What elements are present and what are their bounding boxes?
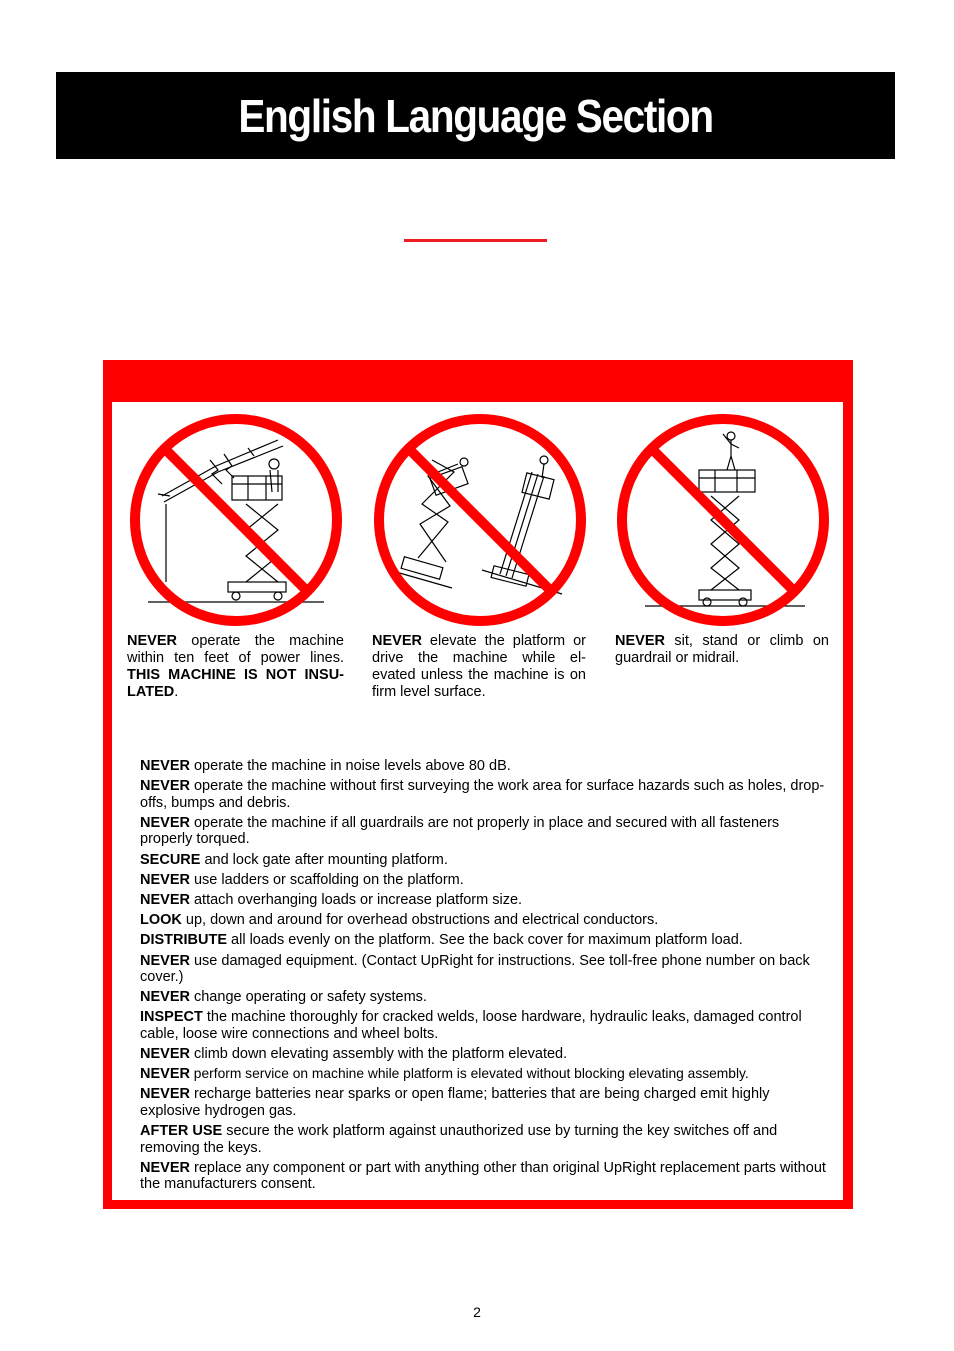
no-power-lines-sign-icon <box>128 412 344 628</box>
section-banner <box>56 72 895 159</box>
red-divider <box>404 239 547 242</box>
warning-panel <box>103 360 853 1209</box>
page-number: 2 <box>473 1304 481 1320</box>
list-item: NEVER climb down elevating assembly with the platform elevated. <box>140 1046 568 1063</box>
list-item: SECURE and lock gate after mounting platform. <box>140 851 448 868</box>
list-item: NEVER perform service on machine while platform is elevated without blocking elevating assembly. <box>140 1066 749 1083</box>
list-item: NEVER operate the machine if all guardrails are not properly in place and secured with all fasteners properly torqued. <box>140 814 780 848</box>
list-item: NEVER change operating or safety systems. <box>140 989 427 1006</box>
list-item: NEVER use ladders or scaffolding on the platform. <box>140 871 464 888</box>
page-title: English Language Section <box>238 89 713 142</box>
list-item: NEVER use damaged equipment. (Contact UpRight for instructions. See toll-free phone number on back cover.) <box>140 952 810 985</box>
warning-panel-body <box>112 402 843 1200</box>
list-item: NEVER operate the machine without first surveying the work area for surface hazards such as holes, drop-offs, bumps and debris. <box>140 778 825 811</box>
list-item: AFTER USE secure the work platform against unauthorized use by turning the key switches off and removing the keys. <box>140 1123 778 1156</box>
list-item: NEVER replace any component or part with anything other than original UpRight replacement parts without the manufacturers consent. <box>140 1159 826 1193</box>
list-item: NEVER operate the machine in noise levels above 80 dB. <box>140 758 511 774</box>
sign-caption-power-lines: NEVER operate the machine within ten feet of power lines. THIS MACHINE IS NOT INSU-LATED. <box>127 633 344 700</box>
list-item: DISTRIBUTE all loads evenly on the platform. See the back cover for maximum platform load. <box>140 932 743 949</box>
list-item: LOOK up, down and around for overhead obstructions and electrical conductors. <box>140 912 659 929</box>
list-item: INSPECT the machine thoroughly for cracked welds, loose hardware, hydraulic leaks, damaged control cable, loose wire connections and wheel bolts. <box>140 1009 802 1042</box>
no-elevate-uneven-surface-sign-icon <box>372 412 588 628</box>
sign-caption-guardrail: NEVER sit, stand or climb on guardrail or midrail. <box>615 633 829 666</box>
no-climb-guardrail-sign-icon <box>615 412 831 628</box>
list-item: NEVER attach overhanging loads or increase platform size. <box>140 891 523 908</box>
safety-rules-list <box>140 758 830 1197</box>
list-item: NEVER recharge batteries near sparks or open flame; batteries that are being charged emit highly explosive hydrogen gas. <box>140 1086 770 1119</box>
sign-caption-uneven-surface: NEVER elevate the platform or drive the machine while el-evated unless the machine is on firm level surface. <box>372 633 586 700</box>
